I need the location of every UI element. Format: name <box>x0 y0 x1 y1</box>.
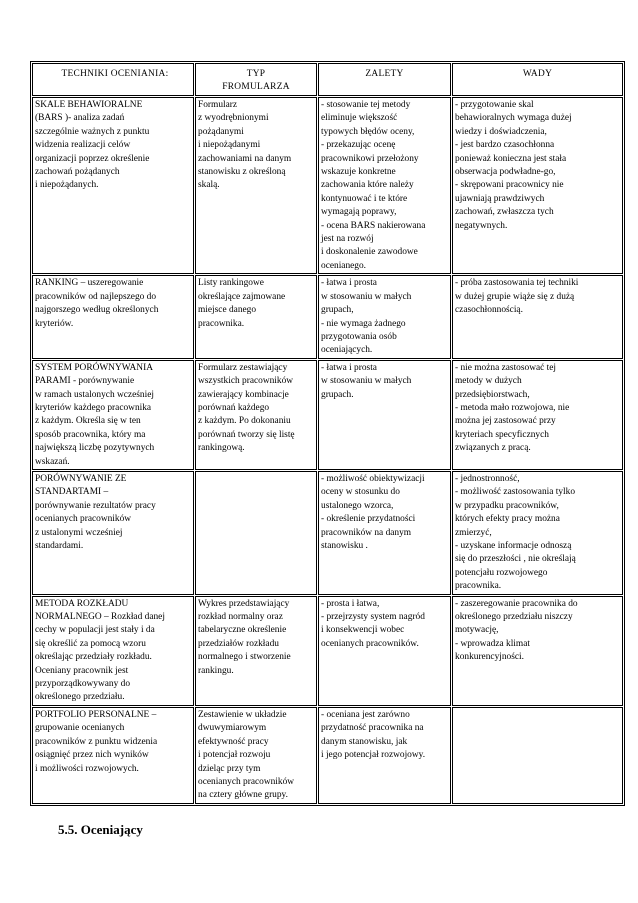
form-type-cell <box>195 471 317 595</box>
cell-text-line: - skrępowani pracownicy nie <box>455 180 564 191</box>
cell-text-line: określające zajmowane <box>198 291 286 302</box>
cell-text-line: dzieląc przy tym <box>198 763 261 774</box>
cell-text-line: można jej zastosować przy <box>455 416 556 427</box>
cell-text-line: NORMALNEGO – Rozkład danej <box>35 612 165 623</box>
cell-text-line: pracowników na danym <box>321 527 412 538</box>
cell-text-line: ocenianych pracowników <box>198 776 295 787</box>
disadvantages-cell <box>452 360 623 470</box>
cell-text-line: - oceniana jest zarówno <box>321 709 410 720</box>
cell-text-line: kryteriów. <box>35 318 74 329</box>
cell-text-line: negatywnych. <box>455 220 508 231</box>
cell-text-line: zachowań pożądanych <box>35 167 120 178</box>
cell-text-line: osiągnięć przez nich wyników <box>35 750 149 761</box>
cell-text-line: PORTFOLIO PERSONALNE – <box>35 709 157 720</box>
cell-text-line: ocenianego. <box>321 260 367 271</box>
cell-text-line: związanych z pracą. <box>455 443 531 454</box>
cell-text-line: - uzyskane informacje odnoszą <box>455 541 572 551</box>
disadvantages-cell <box>452 97 623 274</box>
cell-text-line: w dużej grupie wiąże się z dużą <box>455 291 575 302</box>
header-techniques: TECHNIKI OCENIANIA: <box>32 63 194 96</box>
cell-text-line: Zestawienie w układzie <box>198 709 287 720</box>
cell-text-line: grupach, <box>321 305 354 316</box>
cell-text-line: - przekazując ocenę <box>321 140 396 151</box>
cell-text-line: obserwacja podwładne-go, <box>455 167 556 178</box>
form-type-cell <box>195 360 317 470</box>
cell-text-line: przyporządkowywany do <box>35 679 131 690</box>
cell-text-line: dwuwymiarowym <box>198 723 267 734</box>
techniques-table <box>30 61 625 806</box>
cell-text-line: określonego przedziału. <box>35 692 125 703</box>
cell-text-line: organizacji poprzez określenie <box>35 153 150 164</box>
cell-text-line: tabelaryczne określenie <box>198 625 287 636</box>
disadvantages-cell <box>452 275 623 358</box>
cell-text-line: grupach. <box>321 389 354 400</box>
cell-text-line: skalą. <box>198 180 220 191</box>
cell-text-line: - możliwość obiektywizacji <box>321 473 425 484</box>
cell-text-line: metody w dużych <box>455 376 522 387</box>
cell-text-line: jest na rozwój <box>321 234 374 245</box>
cell-text-line: przedziałów rozkładu <box>198 638 279 649</box>
cell-text-line: PORÓWNYWANIE ZE <box>35 473 127 484</box>
table-row <box>32 471 623 595</box>
cell-text-line: oceniających. <box>321 345 373 356</box>
cell-text-line: wszystkich pracowników <box>198 376 294 387</box>
cell-text-line: na cztery główne grupy. <box>198 790 288 801</box>
header-advantages: ZALETY <box>318 63 451 96</box>
cell-text-line: pracowników z punktu widzenia <box>35 736 158 747</box>
cell-text-line: eliminuje większość <box>321 113 398 124</box>
cell-text-line: i niepożądanych. <box>35 180 99 191</box>
cell-text-line: - stosowanie tej metody <box>321 100 411 110</box>
cell-text-line: oceny w stosunku do <box>321 487 400 498</box>
cell-text-line: motywację, <box>455 625 499 636</box>
technique-cell <box>32 275 194 358</box>
cell-text-line: przydatność pracownika na <box>321 723 424 734</box>
cell-text-line: przedsiębiorstwach, <box>455 389 530 400</box>
cell-text-line: porównywanie rezultatów pracy <box>35 500 156 511</box>
technique-cell <box>32 596 194 706</box>
form-type-cell <box>195 275 317 358</box>
cell-text-line: ujawniają prawdziwych <box>455 193 545 204</box>
cell-text-line: widzenia realizacji celów <box>35 140 131 151</box>
cell-text-line: i konsekwencji wobec <box>321 625 405 636</box>
cell-text-line: normalnego i stworzenie <box>198 652 291 663</box>
cell-text-line: ponieważ konieczna jest stała <box>455 153 567 164</box>
cell-text-line: sposób pracownika, który ma <box>35 429 146 440</box>
cell-text-line: wskazań. <box>35 456 70 467</box>
cell-text-line: - jednostronność, <box>455 473 520 484</box>
cell-text-line: - możliwość zastosowania tylko <box>455 487 576 498</box>
cell-text-line: SKALE BEHAWIORALNE <box>35 100 143 110</box>
cell-text-line: i możliwości rozwojowych. <box>35 763 139 774</box>
advantages-cell <box>318 471 451 595</box>
form-type-cell <box>195 707 317 804</box>
cell-text-line: stanowisku z określoną <box>198 167 286 178</box>
cell-text-line: Oceniany pracownik jest <box>35 665 129 676</box>
cell-text-line: - nie można zastosować tej <box>455 362 557 373</box>
cell-text-line: konkurencyjności. <box>455 652 524 663</box>
cell-text-line: w stosowaniu w małych <box>321 291 412 302</box>
cell-text-line: rankingową. <box>198 443 245 454</box>
cell-text-line: - przygotowanie skal <box>455 100 534 110</box>
cell-text-line: w przypadku pracowników, <box>455 500 559 511</box>
cell-text-line: PARAMI - porównywanie <box>35 376 135 387</box>
cell-text-line: i potencjał rozwoju <box>198 750 271 761</box>
cell-text-line: z wyodrębnionymi <box>198 113 269 124</box>
cell-text-line: RANKING – uszeregowanie <box>35 278 144 289</box>
cell-text-line: ocenianych pracowników <box>35 514 132 525</box>
cell-text-line: STANDARTAMI – <box>35 487 109 498</box>
header-form-type-line: TYP <box>246 69 266 79</box>
cell-text-line: pracownika. <box>198 318 245 329</box>
cell-text-line: szczególnie ważnych z punktu <box>35 126 150 137</box>
cell-text-line: potencjału rozwojowego <box>455 567 548 578</box>
cell-text-line: grupowanie ocenianych <box>35 723 125 734</box>
cell-text-line: - przejrzysty system nagród <box>321 612 425 623</box>
cell-text-line: - łatwa i prosta <box>321 278 377 289</box>
cell-text-line: określonego przedziału niszczy <box>455 612 573 623</box>
cell-text-line: porównań każdego <box>198 402 270 413</box>
cell-text-line: typowych błędów oceny, <box>321 126 415 137</box>
cell-text-line: rankingu. <box>198 665 234 676</box>
cell-text-line: - łatwa i prosta <box>321 362 377 373</box>
cell-text-line: pracownikowi przełożony <box>321 153 419 164</box>
table-row <box>32 97 623 274</box>
cell-text-line: - określenie przydatności <box>321 514 416 525</box>
cell-text-line: pożądanymi <box>198 126 244 137</box>
cell-text-line: kryteriach specyficznych <box>455 429 549 440</box>
cell-text-line: z każdym. Po dokonaniu <box>198 416 291 427</box>
cell-text-line: kontynuować i te które <box>321 193 408 204</box>
cell-text-line: największą liczbę pozytywnych <box>35 443 155 454</box>
technique-cell <box>32 471 194 595</box>
cell-text-line: behawioralnych wymaga dużej <box>455 113 572 124</box>
table-header-row <box>32 63 623 96</box>
cell-text-line: Listy rankingowe <box>198 278 264 289</box>
cell-text-line: czasochłonnością. <box>455 305 523 316</box>
cell-text-line: stanowisku . <box>321 541 368 551</box>
cell-text-line: kryteriów każdego pracownika <box>35 402 152 413</box>
cell-text-line: określając przedziały rozkładu. <box>35 652 152 663</box>
advantages-cell <box>318 275 451 358</box>
technique-cell <box>32 707 194 804</box>
cell-text-line: METODA ROZKŁADU <box>35 598 129 609</box>
cell-text-line: - jest bardzo czasochłonna <box>455 140 555 151</box>
cell-text-line: i niepożądanymi <box>198 140 261 151</box>
cell-text-line: standardami. <box>35 541 84 551</box>
table-row <box>32 360 623 470</box>
cell-text-line: wymagają poprawy, <box>321 207 397 218</box>
cell-text-line: zachowań, zwłaszcza tych <box>455 207 554 218</box>
cell-text-line: cechy w populacji jest stały i da <box>35 625 155 636</box>
table-row <box>32 596 623 706</box>
cell-text-line: i jego potencjał rozwojowy. <box>321 750 426 761</box>
advantages-cell <box>318 97 451 274</box>
cell-text-line: zachowaniami na danym <box>198 153 292 164</box>
cell-text-line: efektywność pracy <box>198 736 269 747</box>
form-type-cell <box>195 97 317 274</box>
disadvantages-cell <box>452 707 623 804</box>
advantages-cell <box>318 707 451 804</box>
advantages-cell <box>318 596 451 706</box>
cell-text-line: zachowania które należy <box>321 180 414 191</box>
disadvantages-cell <box>452 471 623 595</box>
cell-text-line: Formularz <box>198 100 238 110</box>
cell-text-line: rozkład normalny oraz <box>198 612 283 623</box>
cell-text-line: zawierający kombinacje <box>198 389 289 400</box>
cell-text-line: zmierzyć, <box>455 527 492 538</box>
cell-text-line: (BARS )- analiza zadań <box>35 113 125 124</box>
header-form-type-line: FROMULARZA <box>222 82 290 93</box>
cell-text-line: się do przeszłości , nie określają <box>455 554 576 565</box>
cell-text-line: pracowników od najlepszego do <box>35 291 157 302</box>
table-row <box>32 275 623 358</box>
disadvantages-cell <box>452 596 623 706</box>
cell-text-line: Wykres przedstawiający <box>198 598 290 609</box>
cell-text-line: w stosowaniu w małych <box>321 376 412 387</box>
cell-text-line: - wprowadza klimat <box>455 638 530 649</box>
form-type-cell <box>195 596 317 706</box>
technique-cell <box>32 97 194 274</box>
cell-text-line: - metoda mało rozwojowa, nie <box>455 402 570 413</box>
cell-text-line: wiedzy i doświadczenia, <box>455 126 547 137</box>
cell-text-line: i doskonalenie zawodowe <box>321 247 418 258</box>
cell-text-line: ustalonego wzorca, <box>321 500 394 511</box>
cell-text-line: z ustalonymi wcześniej <box>35 527 123 538</box>
cell-text-line: SYSTEM PORÓWNYWANIA <box>35 362 153 373</box>
technique-cell <box>32 360 194 470</box>
table-row <box>32 707 623 804</box>
cell-text-line: się określić za pomocą wzoru <box>35 638 146 649</box>
cell-text-line: - prosta i łatwa, <box>321 598 380 609</box>
cell-text-line: - nie wymaga żadnego <box>321 318 406 329</box>
cell-text-line: ocenianych pracowników. <box>321 638 419 649</box>
cell-text-line: danym stanowisku, jak <box>321 736 408 747</box>
cell-text-line: najgorszego według określonych <box>35 305 159 316</box>
section-heading: 5.5. Oceniający <box>58 822 143 837</box>
advantages-cell <box>318 360 451 470</box>
cell-text-line: przygotowania osób <box>321 331 397 342</box>
cell-text-line: - zaszeregowanie pracownika do <box>455 598 578 609</box>
cell-text-line: z każdym. Określa się w ten <box>35 416 141 427</box>
cell-text-line: porównań tworzy się listę <box>198 429 295 440</box>
cell-text-line: których efekty pracy można <box>455 514 560 525</box>
cell-text-line: wskazuje konkretne <box>321 167 396 178</box>
cell-text-line: - próba zastosowania tej techniki <box>455 278 579 289</box>
header-form-type <box>195 63 317 96</box>
cell-text-line: Formularz zestawiający <box>198 362 288 373</box>
cell-text-line: miejsce danego <box>198 305 257 316</box>
cell-text-line: pracownika. <box>455 581 502 592</box>
header-disadvantages: WADY <box>452 63 623 96</box>
cell-text-line: - ocena BARS nakierowana <box>321 220 426 231</box>
cell-text-line: w ramach ustalonych wcześniej <box>35 389 154 400</box>
